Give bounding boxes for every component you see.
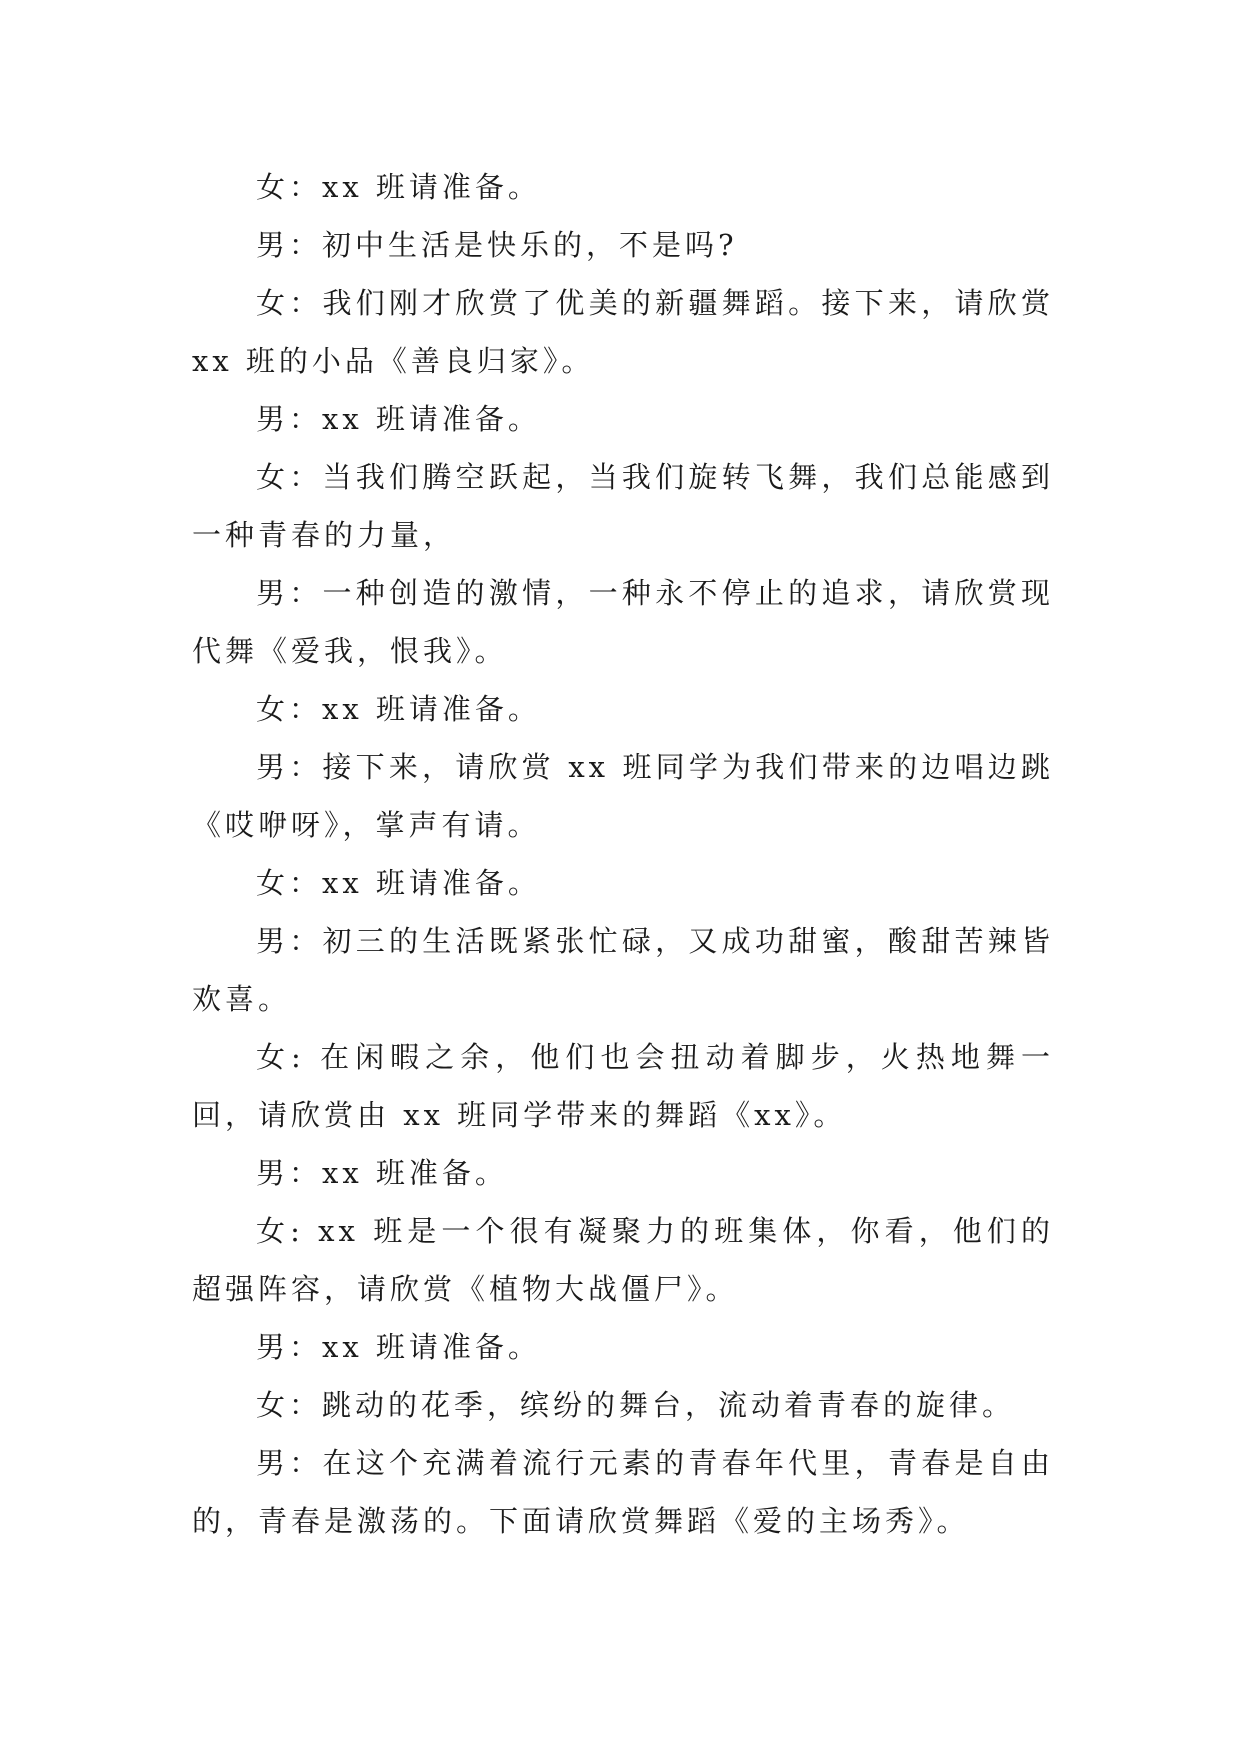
paragraph: 男：接下来，请欣赏 xx 班同学为我们带来的边唱边跳《哎咿呀》，掌声有请。 — [192, 750, 1054, 842]
paragraph: 男：xx 班请准备。 — [256, 402, 541, 436]
paragraph: 女：我们刚才欣赏了优美的新疆舞蹈。接下来，请欣赏 xx 班的小品《善良归家》。 — [192, 286, 1054, 378]
paragraph: 男：初中生活是快乐的，不是吗? — [256, 228, 738, 262]
paragraph: 男：xx 班请准备。 — [256, 1330, 541, 1364]
document-body — [192, 158, 1054, 1550]
paragraph: 女：xx 班请准备。 — [256, 170, 541, 204]
paragraph: 女：xx 班请准备。 — [256, 866, 541, 900]
paragraph: 女: xx 班是一个很有凝聚力的班集体，你看，他们的超强阵容，请欣赏《植物大战僵尸》。 — [192, 1214, 1054, 1306]
paragraph: 男：一种创造的激情，一种永不停止的追求，请欣赏现代舞《爱我，恨我》。 — [192, 576, 1054, 668]
paragraph: 男：xx 班准备。 — [256, 1156, 508, 1190]
paragraph: 男：在这个充满着流行元素的青春年代里，青春是自由的，青春是激荡的。下面请欣赏舞蹈《爱的主场秀》。 — [192, 1446, 1054, 1538]
paragraph: 女：xx 班请准备。 — [256, 692, 541, 726]
paragraph: 女：当我们腾空跃起，当我们旋转飞舞，我们总能感到一种青春的力量， — [192, 460, 1054, 552]
paragraph: 女：跳动的花季，缤纷的舞台，流动着青春的旋律。 — [256, 1388, 1016, 1422]
paragraph: 男：初三的生活既紧张忙碌，又成功甜蜜，酸甜苦辣皆欢喜。 — [192, 924, 1054, 1016]
paragraph: 女: 在闲暇之余，他们也会扭动着脚步，火热地舞一回，请欣赏由 xx 班同学带来的舞蹈《xx》。 — [192, 1040, 1054, 1132]
